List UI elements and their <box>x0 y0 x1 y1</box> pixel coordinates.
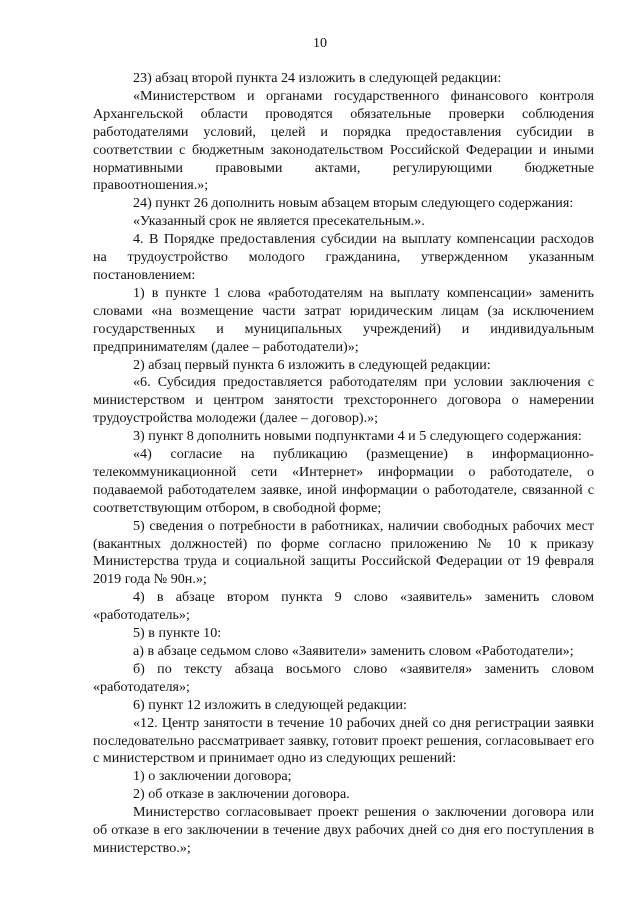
paragraph-quote-ministry-control: «Министерством и органами государственного финансового контроля Архангельской области проводятся обязательные проверки соблюдения работодателями условий, целей и порядка предоставления субсидии в соответствии с бюджетным законодательством Российской Федерации и иными нормативными правовыми актами, регулирующими бюджетные правоотношения.»; <box>93 87 594 194</box>
paragraph-quote-point-6: «6. Субсидия предоставляется работодателям при условии заключения с министерством и центром занятости трехстороннего договора о намерении трудоустройства молодежи (далее – договор).»; <box>93 374 594 427</box>
paragraph-subitem-5a: а) в абзаце седьмом слово «Заявители» заменить словом «Работодатели»; <box>133 643 574 659</box>
document-body <box>93 70 594 858</box>
paragraph-subitem-5b: б) по тексту абзаца восьмого слово «заявителя» заменить словом «работодателя»; <box>93 660 594 695</box>
paragraph-quote-subpoint-4: «4) согласие на публикацию (размещение) в информационно-телекоммуникационной сети «Интернет» информации о работодателе, о подаваемой работодателем заявке, иной информации о работодателе, связанной с соответствующим отбором, в свободной форме; <box>93 446 594 516</box>
paragraph-quote-deadline: «Указанный срок не является пресекательным.». <box>133 213 425 230</box>
paragraph-quote-point-12: «12. Центр занятости в течение 10 рабочих дней со дня регистрации заявки последовательно рассматривает заявку, готовит проект решения, согласовывает его с министерством и принимает одно из следующих решений: <box>93 714 594 767</box>
paragraph-item-24: 24) пункт 26 дополнить новым абзацем вторым следующего содержания: <box>133 195 574 212</box>
paragraph-subitem-1: 1) в пункте 1 слова «работодателям на выплату компенсации» заменить словами «на возмещение части затрат юридическим лицам (за исключением государственных и муниципальных учреждений) и индивидуальным предпринимателям (далее – работодатели)»; <box>93 284 594 355</box>
paragraph-subitem-4: 4) в абзаце втором пункта 9 слово «заявитель» заменить словом «работодатель»; <box>93 589 594 624</box>
paragraph-subitem-2: 2) абзац первый пункта 6 изложить в следующей редакции: <box>133 356 491 373</box>
paragraph-subitem-3: 3) пункт 8 дополнить новыми подпунктами 4 и 5 следующего содержания: <box>133 428 582 445</box>
paragraph-subpoint-5: 5) сведения о потребности в работниках, наличии свободных рабочих мест (вакантных должностей) по форме согласно приложению № 10 к приказу Министерства труда и социальной защиты Российской Федерации от 19 февраля 2019 года № 90н.»; <box>93 517 594 588</box>
paragraph-section-4: 4. В Порядке предоставления субсидии на выплату компенсации расходов на трудоустройство молодого гражданина, утвержденном указанным постановлением: <box>93 231 594 283</box>
paragraph-decision-2: 2) об отказе в заключении договора. <box>133 786 350 803</box>
paragraph-decision-1: 1) о заключении договора; <box>133 768 292 785</box>
paragraph-subitem-5: 5) в пункте 10: <box>133 625 222 642</box>
paragraph-ministry-approval: Министерство согласовывает проект решения о заключении договора или об отказе в его заключении в течение двух рабочих дней со дня его поступления в министерство.»; <box>93 804 594 856</box>
paragraph-item-23: 23) абзац второй пункта 24 изложить в следующей редакции: <box>133 70 502 86</box>
page-number: 10 <box>313 36 327 51</box>
paragraph-subitem-6: 6) пункт 12 изложить в следующей редакции: <box>133 696 407 713</box>
